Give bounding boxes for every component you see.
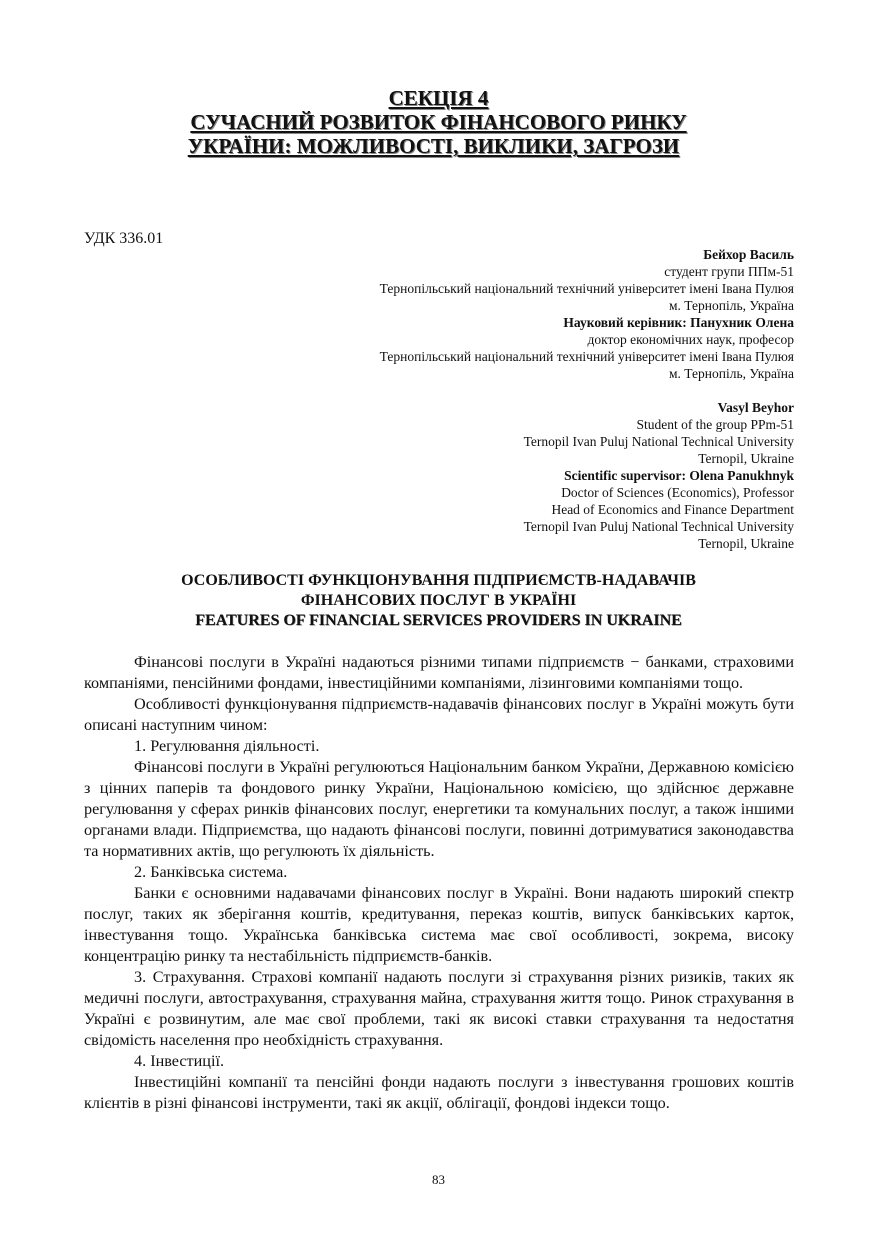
author-position-en: Student of the group PPm-51: [636, 417, 794, 432]
author-position-uk: студент групи ППм-51: [664, 264, 794, 279]
author-university-uk: Тернопільський національний технічний університет імені Івана Пулюя: [379, 281, 794, 296]
paragraph: Фінансові послуги в Україні надаються різними типами підприємств − банками, страховими компаніями, пенсійними фондами, інвестиційними компаніями, лізинговими компаніями тощо.: [84, 653, 794, 692]
supervisor-name-en: Scientific supervisor: Olena Panukhnyk: [564, 468, 794, 483]
paragraph: Інвестиційні компанії та пенсійні фонди надають послуги з інвестування грошових коштів клієнтів в різні фінансові інструменти, такі як акції, облігації, фондові індекси тощо.: [84, 1073, 794, 1112]
author-name-en: Vasyl Beyhor: [717, 400, 794, 415]
section-number: СЕКЦІЯ 4: [388, 86, 489, 110]
paragraph: Фінансові послуги в Україні регулюються Національним банком України, Державною комісією з цінних паперів та фондового ринку України, Національною комісією, що здійснює державне регулювання у сферах ринків фінансових послуг, енергетики та комунальних послуг, а також іншими органами влади. Підприємства, що надають фінансові послуги, повинні дотримуватися законодавства та нормативних актів, що регулюють їх діяльність.: [84, 758, 794, 860]
author-city-uk: м. Тернопіль, Україна: [668, 298, 794, 313]
supervisor-university-uk: Тернопільський національний технічний університет імені Івана Пулюя: [379, 349, 794, 364]
supervisor-degree-uk: доктор економічних наук, професор: [587, 332, 794, 347]
page-number: 83: [432, 1172, 445, 1187]
author-university-en: Ternopil Ivan Puluj National Technical University: [523, 434, 794, 449]
paper-title-en: FEATURES OF FINANCIAL SERVICES PROVIDERS IN UKRAINE: [195, 612, 682, 629]
paragraph: Особливості функціонування підприємств-надавачів фінансових послуг в Україні можуть бути описані наступним чином:: [84, 695, 794, 734]
paper-title-uk-line-1: ОСОБЛИВОСТІ ФУНКЦІОНУВАННЯ ПІДПРИЄМСТВ-НАДАВАЧІВ: [181, 572, 696, 589]
paragraph: 3. Страхування. Страхові компанії надають послуги зі страхування різних ризиків, таких як медичні послуги, автострахування, страхування майна, страхування життя тощо. Ринок страхування в Україні є розвинутим, але має свої проблеми, такі як високі ставки страхування та недостатня свідомість населення про необхідність страхування.: [84, 968, 794, 1049]
author-name-uk: Бейхор Василь: [703, 247, 794, 262]
body-text: [84, 652, 794, 1114]
section-heading: [0, 86, 877, 158]
spacer: [94, 382, 794, 399]
section-title-line-2: УКРАЇНИ: МОЖЛИВОСТІ, ВИКЛИКИ, ЗАГРОЗИ: [187, 134, 680, 158]
paper-title-uk-line-2: ФІНАНСОВИХ ПОСЛУГ В УКРАЇНІ: [300, 592, 577, 609]
supervisor-city-en: Ternopil, Ukraine: [698, 536, 794, 551]
author-city-en: Ternopil, Ukraine: [698, 451, 794, 466]
paragraph: 2. Банківська система.: [134, 863, 288, 881]
supervisor-university-en: Ternopil Ivan Puluj National Technical University: [523, 519, 794, 534]
paper-title: [0, 571, 877, 631]
section-title-line-1: СУЧАСНИЙ РОЗВИТОК ФІНАНСОВОГО РИНКУ: [190, 110, 687, 134]
paragraph: 1. Регулювання діяльності.: [134, 737, 320, 755]
paragraph: Банки є основними надавачами фінансових послуг в Україні. Вони надають широкий спектр послуг, таких як зберігання коштів, кредитування, переказ коштів, випуск банківських карток, інвестування тощо. Українська банківська система має свої особливості, зокрема, високу концентрацію ринку та нестабільність підприємств-банків.: [84, 884, 794, 965]
supervisor-dept-en: Head of Economics and Finance Department: [551, 502, 794, 517]
supervisor-degree-en: Doctor of Sciences (Economics), Professor: [561, 485, 794, 500]
paragraph: 4. Інвестиції.: [134, 1052, 225, 1070]
author-block: [94, 246, 794, 552]
supervisor-city-uk: м. Тернопіль, Україна: [668, 366, 794, 381]
supervisor-name-uk: Науковий керівник: Панухник Олена: [563, 315, 794, 330]
udk-code: УДК 336.01: [84, 230, 164, 247]
